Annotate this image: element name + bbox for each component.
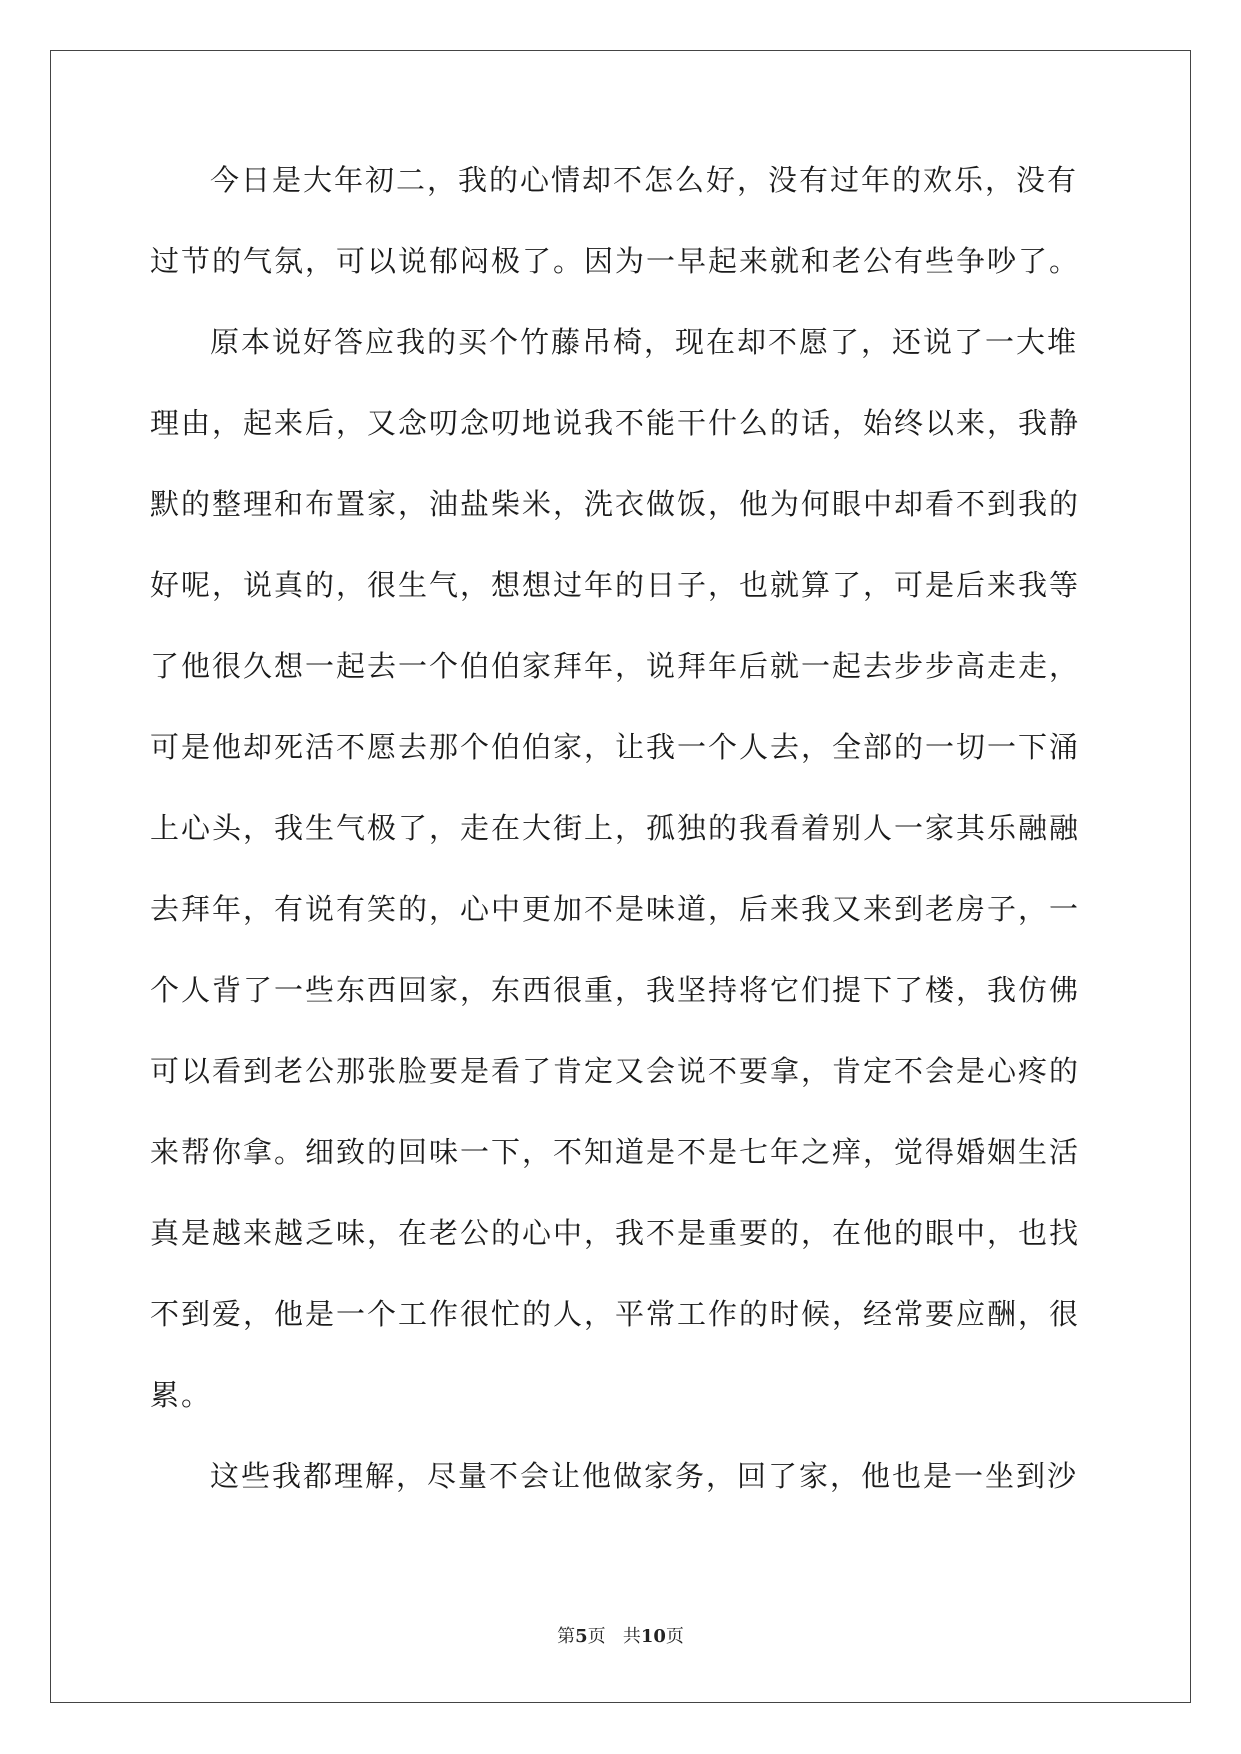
document-body [150,160,1090,1537]
text-line: 来帮你拿。细致的回味一下，不知道是不是七年之痒，觉得婚姻生活 [150,1135,1081,1169]
text-line: 可以看到老公那张脸要是看了肯定又会说不要拿，肯定不会是心疼的 [150,1054,1081,1088]
page-number: 5 [575,1626,588,1647]
text-line: 累。 [150,1378,213,1412]
paragraph-1 [150,160,1090,322]
text-line: 真是越来越乏味，在老公的心中，我不是重要的，在他的眼中，也找 [150,1216,1081,1250]
text-line: 这些我都理解，尽量不会让他做家务，回了家，他也是一坐到沙 [210,1459,1079,1493]
footer-total-suffix: 页 [665,1626,684,1647]
text-line: 个人背了一些东西回家，东西很重，我坚持将它们提下了楼，我仿佛 [150,973,1081,1007]
text-line: 上心头，我生气极了，走在大街上，孤独的我看着别人一家其乐融融 [150,811,1081,845]
total-pages: 10 [640,1626,666,1647]
text-line: 好呢，说真的，很生气，想想过年的日子，也就算了，可是后来我等 [150,568,1081,602]
text-line: 不到爱，他是一个工作很忙的人，平常工作的时候，经常要应酬，很 [150,1297,1081,1331]
paragraph-2 [150,322,1090,1456]
text-line: 去拜年，有说有笑的，心中更加不是味道，后来我又来到老房子，一 [150,892,1081,926]
paragraph-3 [150,1456,1090,1537]
footer-page-suffix: 页 [587,1626,606,1647]
text-line: 原本说好答应我的买个竹藤吊椅，现在却不愿了，还说了一大堆 [210,325,1079,359]
text-line: 理由，起来后，又念叨念叨地说我不能干什么的话，始终以来，我静 [150,406,1081,440]
footer-total-prefix: 共 [622,1626,641,1647]
text-line: 可是他却死活不愿去那个伯伯家，让我一个人去，全部的一切一下涌 [150,730,1081,764]
text-line: 默的整理和布置家，油盐柴米，洗衣做饭，他为何眼中却看不到我的 [150,487,1081,521]
page-footer [0,1622,1241,1648]
footer-prefix: 第 [557,1626,576,1647]
text-line: 今日是大年初二，我的心情却不怎么好，没有过年的欢乐，没有 [210,163,1079,197]
text-line: 了他很久想一起去一个伯伯家拜年，说拜年后就一起去步步高走走， [150,649,1081,683]
text-line: 过节的气氛，可以说郁闷极了。因为一早起来就和老公有些争吵了。 [150,244,1081,278]
